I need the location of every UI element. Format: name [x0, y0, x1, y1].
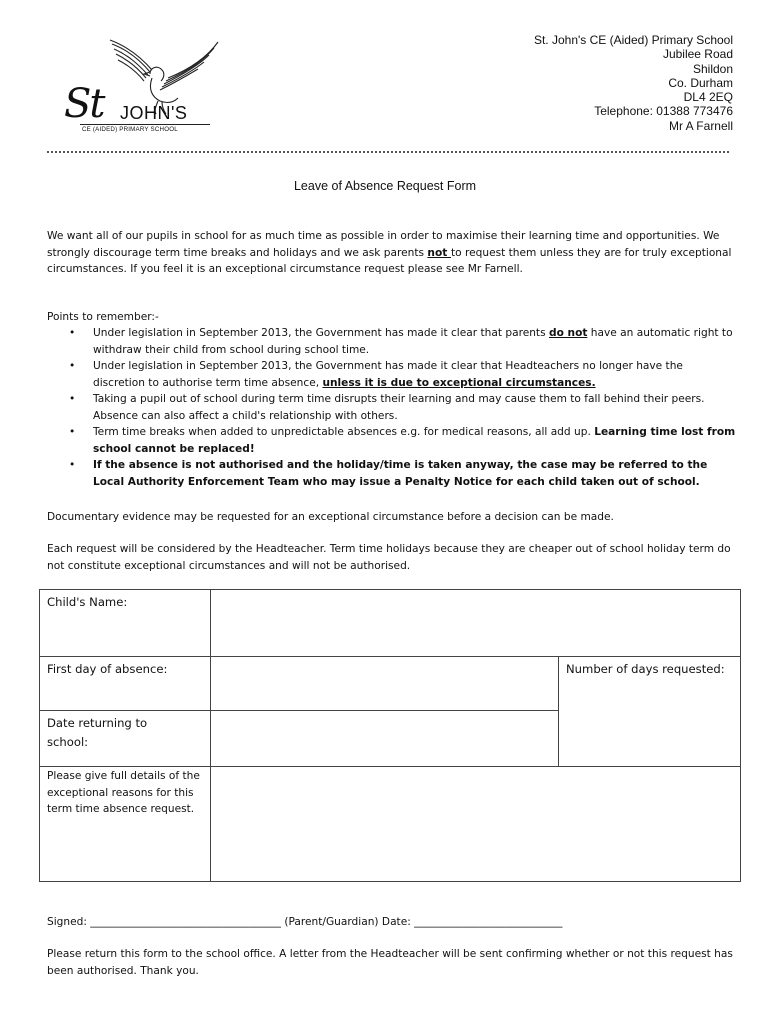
table-border: [39, 881, 741, 882]
bullet-icon: •: [69, 393, 76, 405]
bullet-emphasis: unless it is due to exceptional circumstances.: [322, 376, 596, 389]
bullet-icon: •: [69, 360, 76, 372]
intro-text: We want all of our pupils in school for as much time as possible in order to maximise their learning time and opportunities. We strongly discourage term time breaks and holidays and we ask parents: [47, 230, 720, 259]
bullet-text: Taking a pupil out of school during term time disrupts their learning and may cause them to fall behind their peers. Absence can also affect a child's relationship with others.: [93, 393, 705, 422]
bullet-text: Term time breaks when added to unpredictable absences e.g. for medical reasons, all add up.: [93, 426, 595, 438]
bullet-icon: •: [69, 426, 76, 438]
form-title: Leave of Absence Request Form: [293, 179, 477, 193]
address-line: Shildon: [692, 61, 733, 76]
childs-name-field[interactable]: [211, 590, 740, 656]
details-field[interactable]: [211, 767, 740, 881]
address-line: DL4 2EQ: [683, 90, 733, 105]
bullet-bold: If the absence is not authorised and the holiday/time is taken anyway, the case may be referred to the Local Authority Enforcement Team who may issue a Penalty Notice for each child taken out of school.: [93, 459, 708, 488]
request-form-table: [39, 589, 741, 882]
intro-text-cont: to request them unless they are for truly exceptional circumstances. If you feel it is an exceptional circumstance request please see Mr Farnell.: [47, 246, 732, 275]
address-line: St. John's CE (Aided) Primary School: [533, 33, 733, 47]
address-contact: Mr A Farnell: [668, 118, 733, 133]
bullet-text-cont: have an automatic right to withdraw their child from school during school time.: [93, 327, 733, 356]
bullet-text: Under legislation in September 2013, the Government has made it clear that Headteachers no longer have the discretion to authorise term time absence,: [93, 360, 683, 389]
address-line: Jubilee Road: [662, 47, 733, 62]
closing-paragraph: Please return this form to the school office. A letter from the Headteacher will be sent confirming whether or not this request has been authorised. Thank you.: [47, 948, 733, 977]
list-item: [47, 358, 737, 391]
list-item: [47, 325, 737, 358]
childs-name-label: Child's Name:: [47, 595, 128, 609]
logo-name: JOHN'S: [120, 103, 188, 123]
first-day-label: First day of absence:: [47, 662, 168, 676]
bullet-icon: •: [69, 459, 76, 471]
list-item: [47, 457, 737, 490]
address-telephone: Telephone: 01388 773476: [594, 104, 733, 119]
signature-line: Signed: ____________________________________ (Parent/Guardian) Date: ____________________________: [47, 916, 563, 928]
school-logo: [58, 34, 228, 138]
each-request-paragraph: Each request will be considered by the Headteacher. Term time holidays because they are cheaper out of school holiday term do not constitute exceptional circumstances and will not be authorised.: [47, 543, 731, 572]
points-list: [47, 325, 737, 490]
documentary-paragraph: Documentary evidence may be requested for an exceptional circumstance before a decision can be made.: [47, 511, 614, 523]
logo-script-st: St: [64, 81, 104, 127]
dotted-divider: [47, 151, 729, 153]
list-item: [47, 391, 737, 424]
list-item: [47, 424, 737, 457]
date-returning-label: Date returning to school:: [47, 716, 148, 749]
logo-underline: [80, 124, 210, 125]
table-border: [740, 589, 741, 882]
number-days-field[interactable]: [559, 697, 740, 766]
intro-emphasis-not: not: [427, 246, 451, 259]
date-returning-field[interactable]: [211, 711, 558, 766]
first-day-field[interactable]: [211, 657, 558, 710]
bullet-bold: Learning time lost from school cannot be replaced!: [93, 426, 736, 455]
number-days-label: Number of days requested:: [566, 662, 725, 676]
logo-subtitle: CE (AIDED) PRIMARY SCHOOL: [82, 126, 178, 133]
points-heading: Points to remember:-: [47, 311, 159, 323]
bullet-text: Under legislation in September 2013, the Government has made it clear that parents: [93, 327, 549, 339]
intro-paragraph: [47, 228, 732, 278]
bullet-emphasis: do not: [548, 327, 588, 339]
details-label: Please give full details of the exceptional reasons for this term time absence request.: [47, 770, 200, 815]
school-address: [534, 33, 733, 133]
bullet-icon: •: [69, 327, 76, 339]
address-line: Co. Durham: [668, 75, 733, 90]
